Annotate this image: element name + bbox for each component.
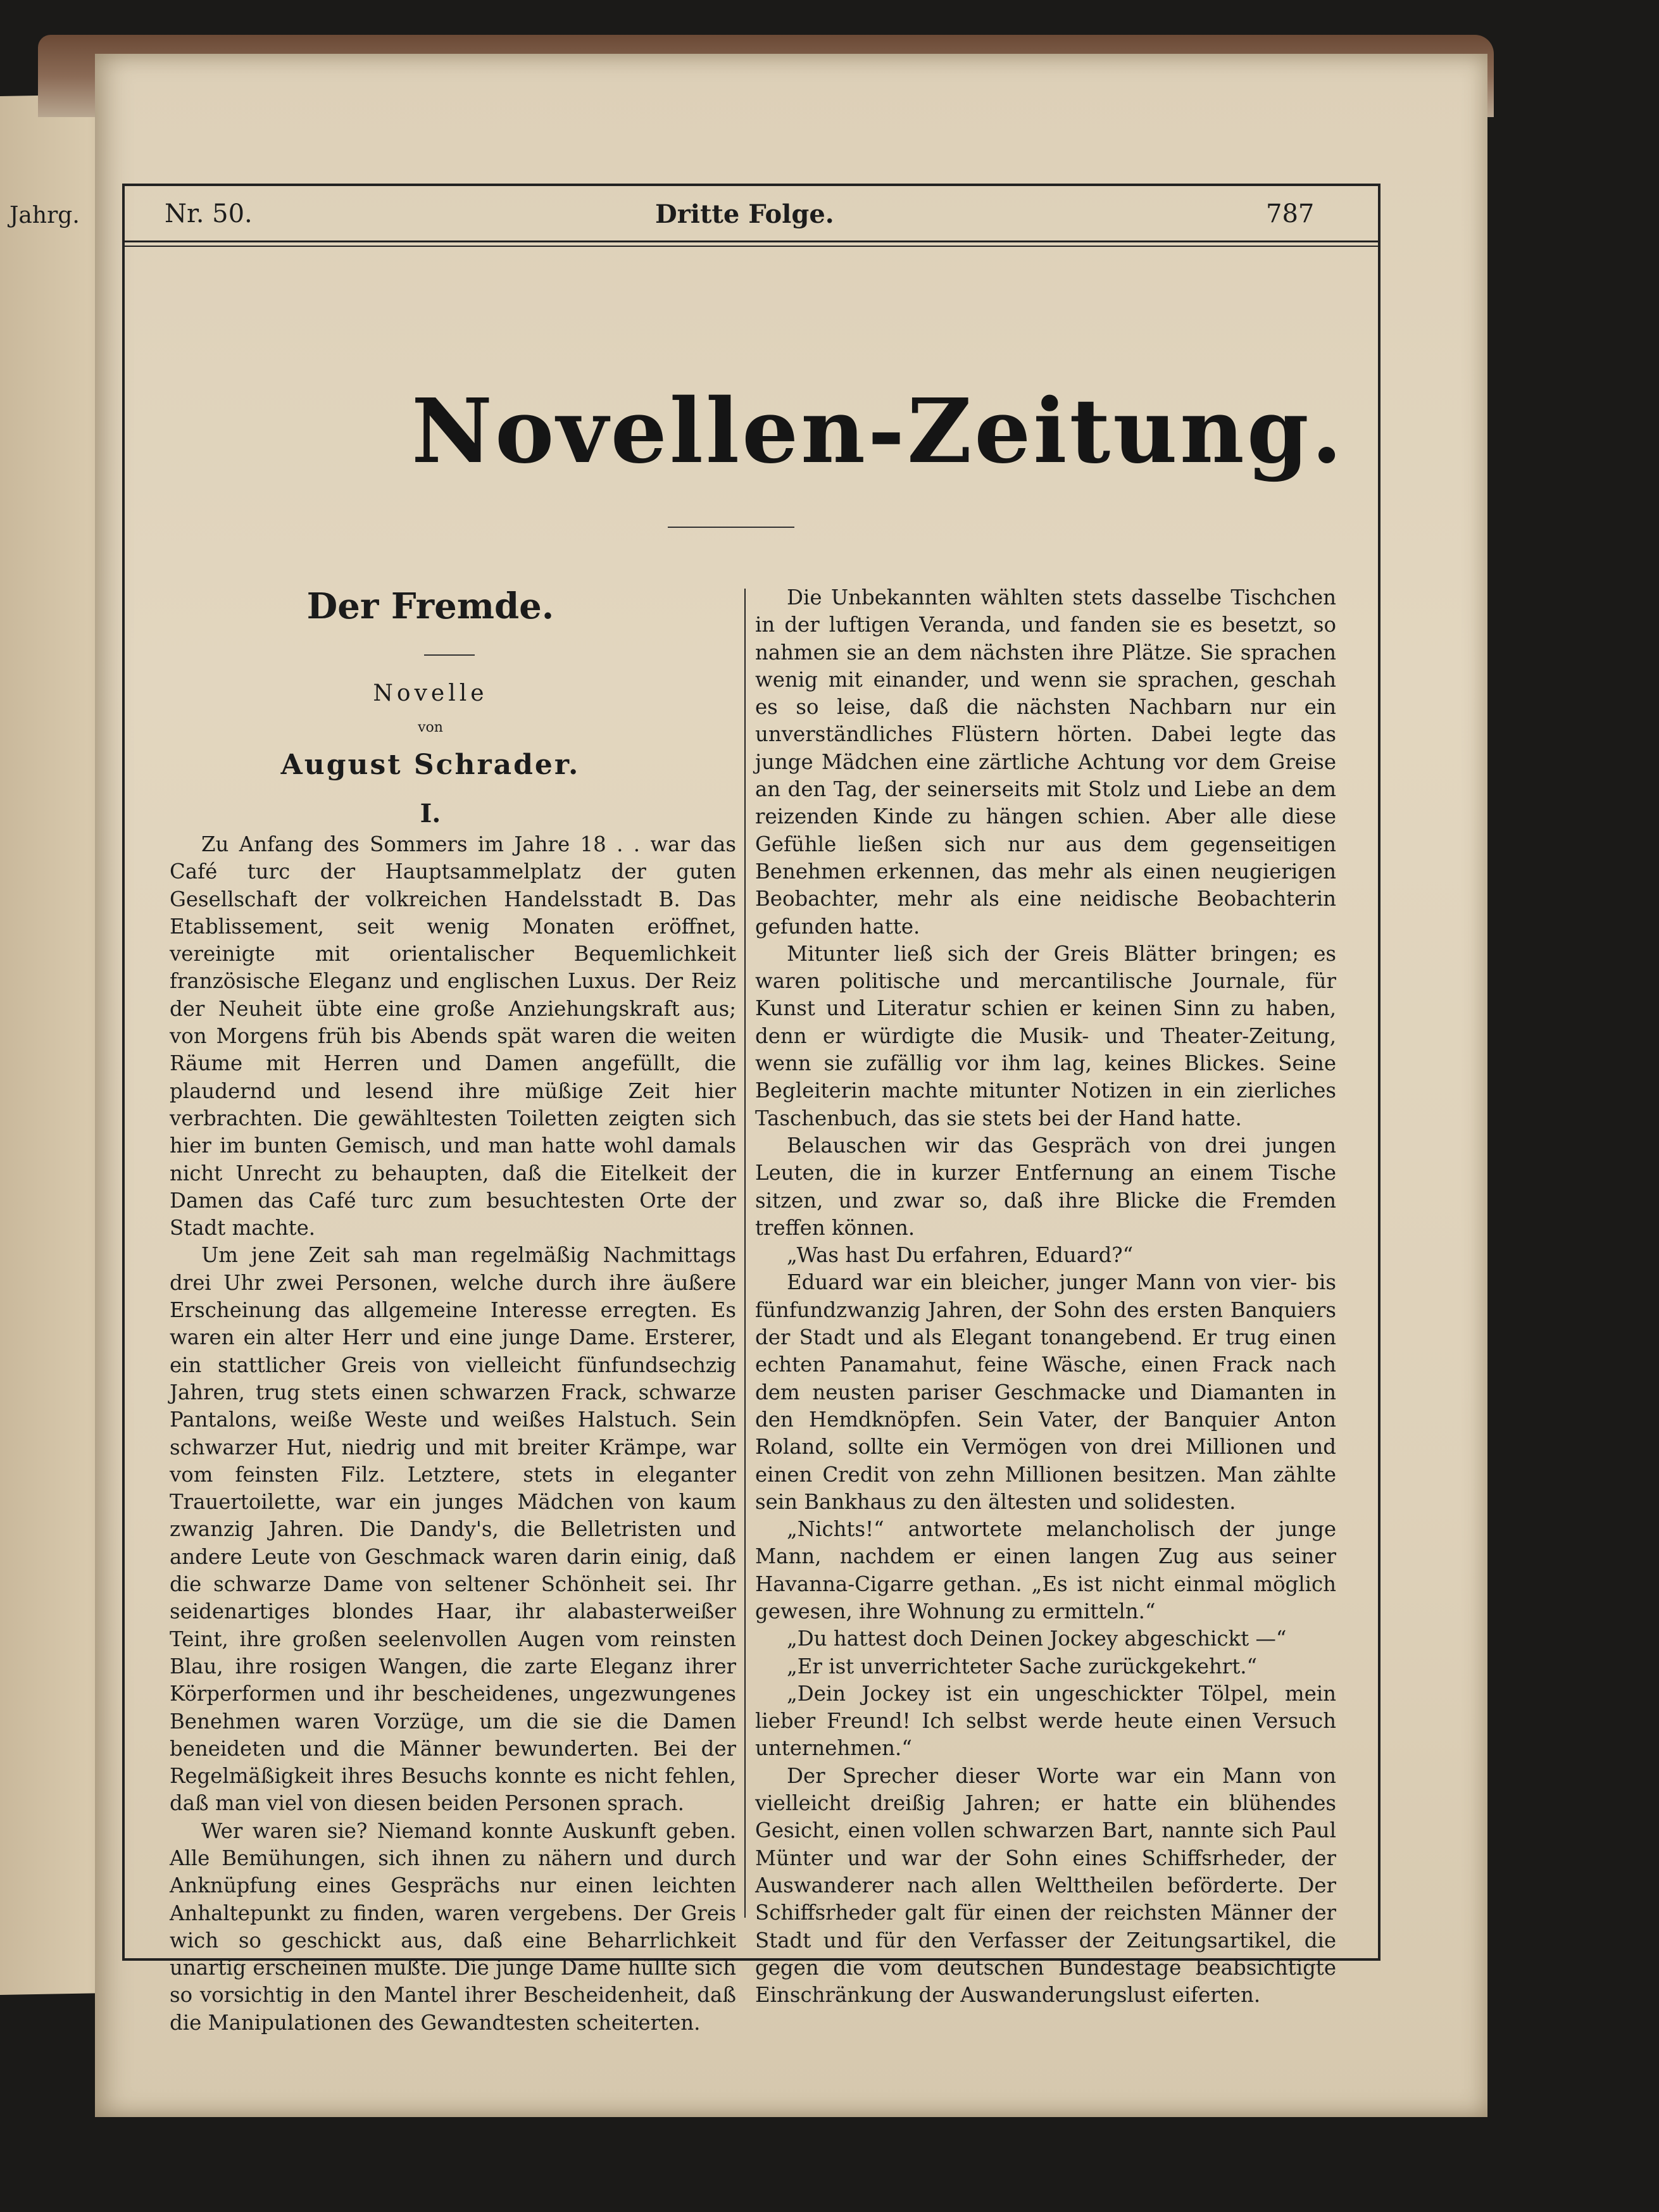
paragraph: Um jene Zeit sah man regelmäßig Nachmittags drei Uhr zwei Personen, welche durch ihre äußere Erscheinung das allgemeine Interesse erregten. Es waren ein alter Herr und eine junge Dame. Ersterer, ein stattlicher Greis von vielleicht fünfundsechzig Jahren, trug stets einen schwarzen Frack, schwarze Pantalons, weiße Weste und weißes Halstuch. Sein schwarzer Hut, niedrig und mit breiter Krämpe, war vom feinsten Filz. Letztere, stets in eleganter Trauertoilette, war ein junges Mädchen von kaum zwanzig Jahren. Die Dandy's, die Belletristen und andere Leute von Geschmack waren darin einig, daß die schwarze Dame von seltener Schönheit sei. Ihr seidenartiges blondes Haar, ihr alabasterweißer Teint, ihre großen seelenvollen Augen vom reinsten Blau, ihre rosigen Wangen, die zarte Eleganz ihrer Körperformen und ihr bescheidenes, ungezwungenes Benehmen waren Vorzüge, um die sie die Damen beneideten und die Männer bewunderten. Bei der Regelmäßigkeit ihres Besuchs konnte es nicht fehlen, daß man viel von diesen beiden Personen sprach. [170,1243,736,1816]
header-rule [122,241,1378,242]
left-page-header: Jahrg. [9,203,80,228]
article-author: August Schrader. [280,749,580,781]
issue-number: Nr. 50. [165,199,253,228]
article-by: von [418,720,443,735]
column-divider [744,589,746,1918]
paragraph: Belauschen wir das Gespräch von drei jungen Leuten, die in kurzer Entfernung an einem Tische sitzen, und zwar so, daß ihre Blicke die Fremden treffen können. [755,1133,1336,1240]
dialogue-line: „Du hattest doch Deinen Jockey abgeschickt —“ [787,1627,1287,1651]
page-number: 787 [1266,199,1315,228]
paragraph: Der Sprecher dieser Worte war ein Mann von vielleicht dreißig Jahren; er hatte ein blühendes Gesicht, einen vollen schwarzen Bart, nannte sich Paul Münter und war der Sohn eines Schiffsrheder, der Auswanderer nach allen Welttheilen beförderte. Der Schiffsrheder galt für einen der reichsten Männer der Stadt und für den Verfasser der Zeitungsartikel, die gegen die vom deutschen Bundestage beabsichtigte Einschränkung der Auswanderungslust eiferten. [755,1763,1336,2008]
right-column [755,584,1336,2009]
chapter-number: I. [420,799,441,828]
dialogue-line: „Dein Jockey ist ein ungeschickter Tölpel, mein lieber Freund! Ich selbst werde heute einen Versuch unternehmen.“ [755,1681,1336,1761]
dialogue-line: „Was hast Du erfahren, Eduard?“ [787,1243,1134,1268]
masthead-rule [668,527,794,528]
dialogue-line: „Nichts!“ antwortete melancholisch der junge Mann, nachdem er einen langen Zug aus seiner Havanna-Cigarre gethan. „Es ist nicht einmal möglich gewesen, ihre Wohnung zu ermitteln.“ [755,1517,1336,1623]
paragraph: Mitunter ließ sich der Greis Blätter bringen; es waren politische und mercantilische Journale, für Kunst und Literatur schien er keinen Sinn zu haben, denn er würdigte die Musik- und Theater-Zeitung, wenn sie zufällig vor ihm lag, keines Blickes. Seine Begleiterin machte mitunter Notizen in ein zierliches Taschenbuch, das sie stets bei der Hand hatte. [755,941,1336,1130]
series-label: Dritte Folge. [655,199,834,229]
paragraph: Zu Anfang des Sommers im Jahre 18 . . war das Café turc der Hauptsammelplatz der guten Gesellschaft der volkreichen Handelsstadt B. Das Etablissement, seit wenig Monaten eröffnet, vereinigte mit orientalischer Bequemlichkeit französische Eleganz und englischen Luxus. Der Reiz der Neuheit übte eine große Anziehungskraft aus; von Morgens früh bis Abends spät waren die weiten Räume mit Herren und Damen angefüllt, die plaudernd und lesend ihre müßige Zeit hier verbrachten. Die gewähltesten Toiletten zeigten sich hier im bunten Gemisch, und man hatte wohl damals nicht Unrecht zu behaupten, daß die Eitelkeit der Damen das Café turc zum besuchtesten Orte der Stadt machte. [170,832,736,1240]
left-column [170,831,736,2037]
dialogue-line: „Er ist unverrichteter Sache zurückgekehrt.“ [787,1654,1258,1678]
paragraph: Eduard war ein bleicher, junger Mann von vier- bis fünfundzwanzig Jahren, der Sohn des ersten Banquiers der Stadt und als Elegant tonangebend. Er trug einen echten Panamahut, feine Wäsche, einen Frack nach dem neusten pariser Geschmacke und Diamanten in den Hemdknöpfen. Sein Vater, der Banquier Anton Roland, sollte ein Vermögen von drei Millionen und einen Credit von zehn Millionen besitzen. Man zählte sein Bankhaus zu den ältesten und solidesten. [755,1270,1336,1514]
paragraph: Wer waren sie? Niemand konnte Auskunft geben. Alle Bemühungen, sich ihnen zu nähern und durch Anknüpfung eines Gesprächs nur einen leichten Anhaltepunkt zu finden, waren vergebens. Der Greis wich so geschickt aus, daß eine Beharrlichkeit unartig erscheinen mußte. Die junge Dame hüllte sich so vorsichtig in den Mantel ihrer Bescheidenheit, daß die Manipulationen des Gewandtesten scheiterten. [170,1818,736,2035]
paragraph: Die Unbekannten wählten stets dasselbe Tischchen in der luftigen Veranda, und fanden sie es besetzt, so nahmen sie an dem nächsten ihre Plätze. Sie sprachen wenig mit einander, und wenn sie sprachen, geschah es so leise, daß die nächsten Nachbarn nur ein unverständliches Flüstern hörten. Dabei legte das junge Mädchen eine zärtliche Achtung vor dem Greise an den Tag, der seinerseits mit Stolz und Liebe an dem reizenden Kinde zu hängen schien. Aber alle diese Gefühle ließen sich nur aus dem gegenseitigen Benehmen erkennen, das mehr als einen neugierigen Beobachter, mehr als eine neidische Beobachterin gefunden hatte. [755,585,1336,939]
title-rule [424,654,475,656]
article-genre: Novelle [373,680,488,706]
header-rule-thin [122,246,1378,247]
masthead-title: Novellen-Zeitung. [411,380,1345,484]
article-title: Der Fremde. [306,585,554,627]
